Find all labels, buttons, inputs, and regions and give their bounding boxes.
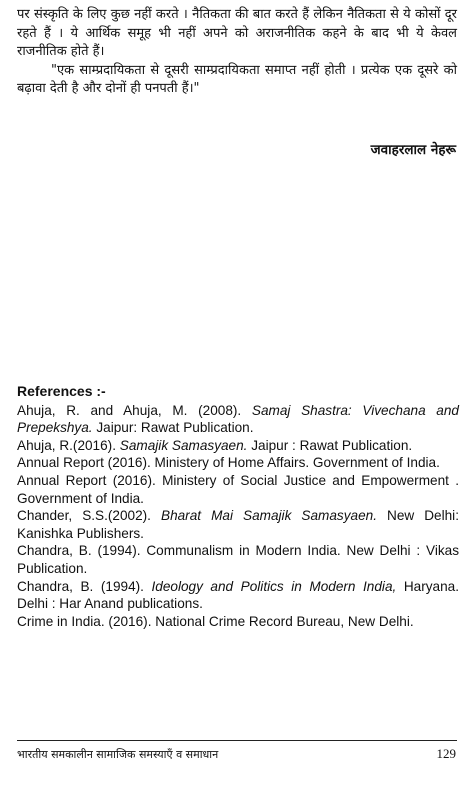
reference-item: Annual Report (2016). Ministery of Social Justice and Empowerment . Government of India. — [17, 472, 459, 506]
page-number: 129 — [436, 746, 456, 761]
reference-item: Chandra, B. (1994). Ideology and Politics in Modern India, Haryana. Delhi : Har Anand publications. — [17, 578, 460, 612]
reference-item: Chander, S.S.(2002). Bharat Mai Samajik Samasyaen. New Delhi: Kanishka Publishers. — [17, 508, 459, 541]
hindi-body-text — [17, 6, 457, 99]
reference-item: Chandra, B. (1994). Communalism in Modern India. New Delhi : Vikas Publication. — [17, 543, 459, 576]
references-section — [17, 383, 459, 630]
reference-item: Annual Report (2016). Ministery of Home Affairs. Government of India. — [17, 455, 440, 471]
paragraph: पर संस्कृति के लिए कुछ नहीं करते । नैतिकता की बात करते हैं लेकिन नैतिकता से ये कोसों दूर रहते हैं । ये आर्थिक समूह भी नहीं अपने को अराजनीतिक कहने के बाद भी ये केवल राजनीतिक होते हैं। — [17, 7, 457, 59]
reference-item: Ahuja, R. and Ahuja, M. (2008). Samaj Shastra: Vivechana and Prepekshya. Jaipur: Rawat Publication. — [17, 402, 459, 436]
footer-divider — [17, 740, 457, 741]
quote-author: जवाहरलाल नेहरू — [370, 142, 456, 158]
nehru-quote: "एक साम्प्रदायिकता से दूसरी साम्प्रदायिकता समाप्त नहीं होती । प्रत्येक एक दूसरे को बढ़ावा देती है और दोनों ही पनपती हैं।" — [17, 62, 457, 96]
running-footer-title: भारतीय समकालीन सामाजिक समस्याएँ व समाधान — [17, 748, 219, 761]
reference-item: Crime in India. (2016). National Crime Record Bureau, New Delhi. — [17, 613, 414, 629]
reference-item: Ahuja, R.(2016). Samajik Samasyaen. Jaipur : Rawat Publication. — [17, 437, 413, 453]
references-heading: References :- — [17, 383, 106, 399]
